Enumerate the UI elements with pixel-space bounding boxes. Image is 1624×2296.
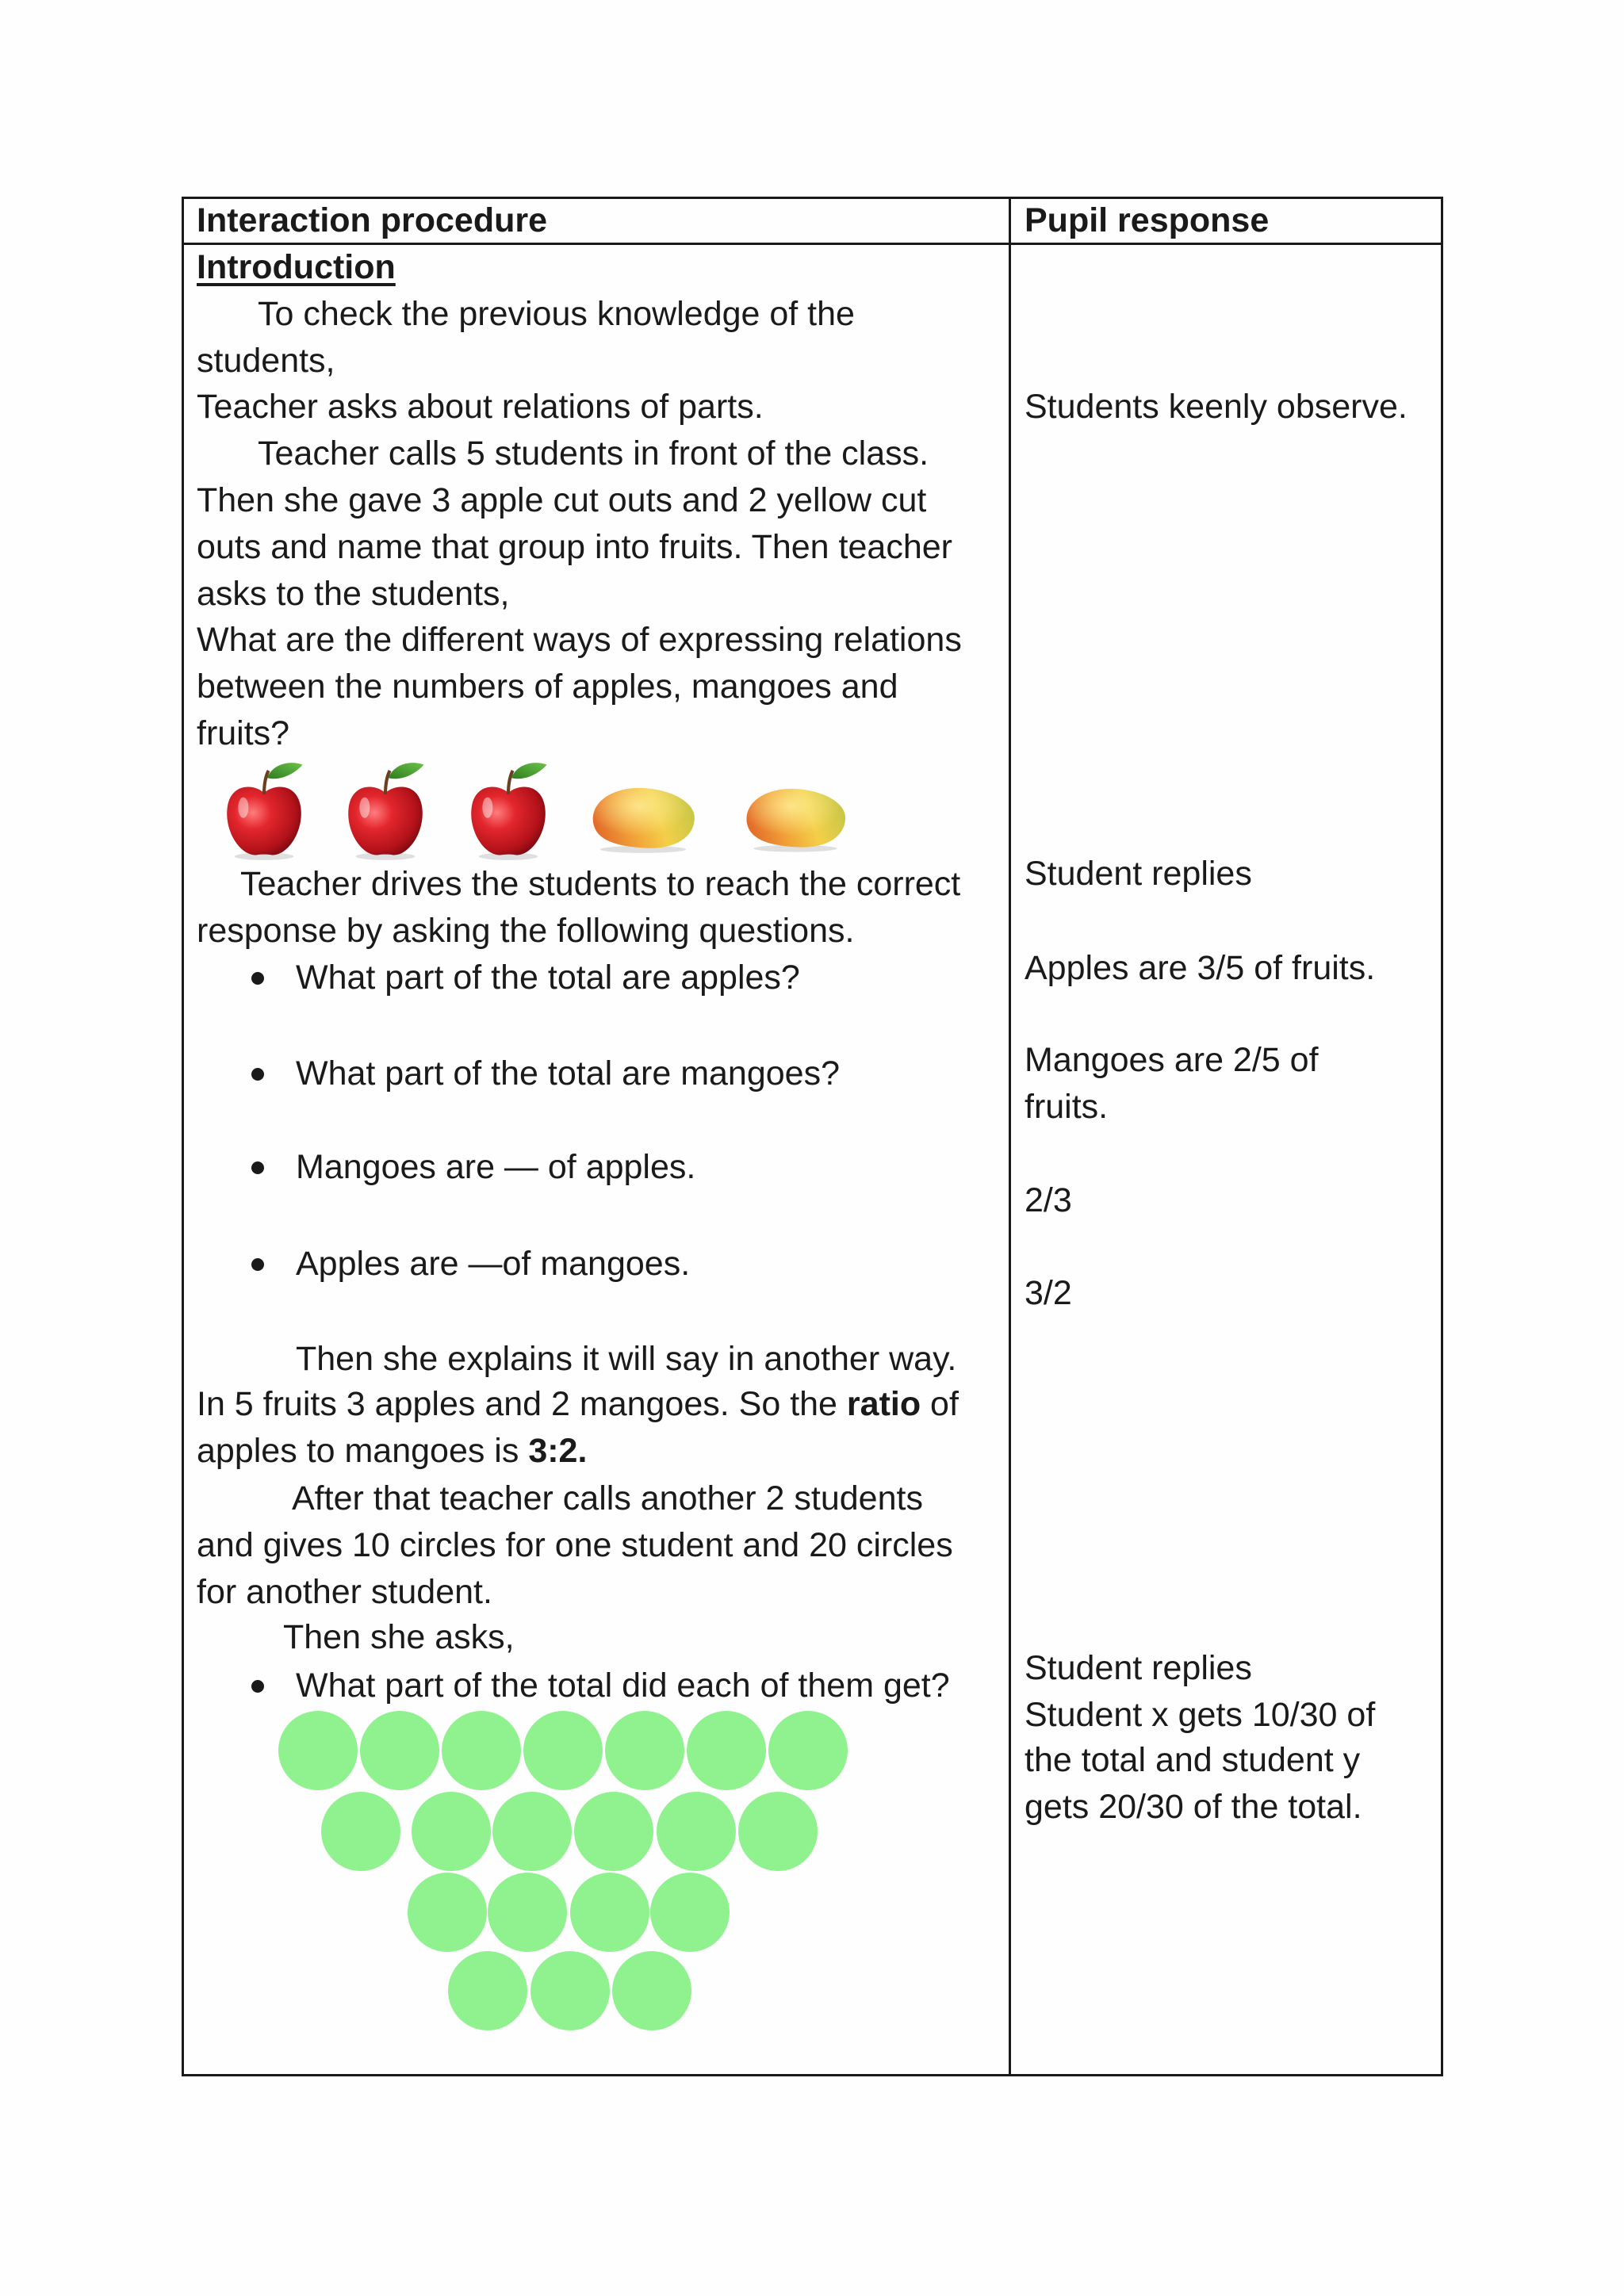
response-text-line: the total and student y — [1025, 1741, 1361, 1779]
apple-image — [341, 757, 430, 861]
response-text-line: gets 20/30 of the total. — [1025, 1788, 1362, 1826]
apple-image — [464, 757, 553, 861]
circle-cutout — [650, 1873, 730, 1952]
circle-row — [408, 1873, 730, 1952]
circle-cutouts — [270, 1705, 856, 2038]
response-text-line: 3/2 — [1025, 1274, 1072, 1312]
procedure-text-line: Teacher calls 5 students in front of the class. — [258, 434, 929, 473]
question-item: What part of the total are apples? — [296, 959, 800, 997]
circle-cutout — [738, 1792, 818, 1871]
circle-cutout — [492, 1792, 572, 1871]
ratio-sentence-end: of — [921, 1385, 959, 1423]
mango-image — [586, 779, 700, 854]
procedure-text-line: Then she gave 3 apple cut outs and 2 yellow cut — [197, 481, 927, 519]
procedure-text-line: students, — [197, 342, 335, 380]
section-title: Introduction — [197, 248, 396, 286]
procedure-text-line: Teacher drives the students to reach the correct — [240, 865, 961, 903]
circle-row — [278, 1711, 848, 1790]
procedure-text-line: fruits? — [197, 714, 290, 752]
bullet-icon — [251, 1068, 264, 1081]
circle-cutout — [570, 1873, 649, 1952]
response-text-line: 2/3 — [1025, 1181, 1072, 1219]
circle-cutout — [612, 1951, 691, 2030]
bullet-icon — [251, 1258, 264, 1271]
procedure-text-line: What are the different ways of expressing relations — [197, 621, 962, 659]
question-item: Apples are —of mangoes. — [296, 1245, 691, 1283]
bullet-icon — [251, 1680, 264, 1693]
procedure-text-line: To check the previous knowledge of the — [258, 295, 855, 333]
question-item: What part of the total are mangoes? — [296, 1054, 841, 1093]
procedure-column-header: Interaction procedure — [197, 201, 548, 239]
ratio-result-text: apples to mangoes is — [197, 1432, 529, 1470]
mango-image — [740, 779, 851, 854]
procedure-text-line: and gives 10 circles for one student and 20 circles — [197, 1526, 953, 1564]
circle-cutout — [574, 1792, 653, 1871]
bullet-icon — [251, 972, 264, 985]
procedure-text-line: response by asking the following questions. — [197, 912, 855, 950]
response-text-line: Students keenly observe. — [1025, 388, 1408, 426]
circle-cutout — [278, 1711, 358, 1790]
question-item: Mangoes are — of apples. — [296, 1148, 696, 1186]
circle-cutout — [321, 1792, 400, 1871]
response-text-line: fruits. — [1025, 1088, 1109, 1126]
circle-row — [448, 1951, 691, 2030]
procedure-text-line: asks to the students, — [197, 575, 510, 613]
ratio-value: 3:2. — [528, 1432, 588, 1470]
procedure-text-line: Teacher asks about relations of parts. — [197, 388, 764, 426]
response-label: Student replies — [1025, 855, 1252, 893]
bullet-icon — [251, 1161, 264, 1174]
ratio-term: ratio — [846, 1385, 921, 1423]
circle-row — [321, 1792, 818, 1871]
response-text-line: Student x gets 10/30 of — [1025, 1696, 1376, 1734]
ratio-sentence — [197, 1381, 959, 1428]
circle-cutout — [442, 1711, 521, 1790]
ratio-sentence-text: In 5 fruits 3 apples and 2 mangoes. So the — [197, 1385, 847, 1423]
circle-cutout — [412, 1792, 491, 1871]
circle-cutout — [605, 1711, 684, 1790]
circle-cutout — [768, 1711, 848, 1790]
circle-cutout — [488, 1873, 567, 1952]
circle-cutout — [360, 1711, 439, 1790]
explanation-line: Then she explains it will say in another way. — [296, 1340, 957, 1378]
procedure-text-line: outs and name that group into fruits. Then teacher — [197, 528, 952, 566]
response-column-header: Pupil response — [1025, 201, 1270, 239]
ratio-result-line — [197, 1428, 587, 1475]
procedure-text-line: Then she asks, — [283, 1618, 515, 1656]
response-label: Student replies — [1025, 1649, 1252, 1687]
circle-cutout — [408, 1873, 487, 1952]
column-divider — [1009, 197, 1011, 2076]
circle-cutout — [687, 1711, 766, 1790]
circle-cutout — [523, 1711, 603, 1790]
procedure-text-line: between the numbers of apples, mangoes and — [197, 668, 898, 706]
apple-image — [220, 757, 308, 861]
question-item: What part of the total did each of them get? — [296, 1667, 950, 1705]
circle-cutout — [530, 1951, 610, 2030]
procedure-text-line: After that teacher calls another 2 students — [292, 1479, 923, 1517]
response-text-line: Mangoes are 2/5 of — [1025, 1041, 1319, 1079]
procedure-text-line: for another student. — [197, 1573, 492, 1611]
circle-cutout — [448, 1951, 527, 2030]
response-text-line: Apples are 3/5 of fruits. — [1025, 949, 1376, 987]
circle-cutout — [657, 1792, 736, 1871]
